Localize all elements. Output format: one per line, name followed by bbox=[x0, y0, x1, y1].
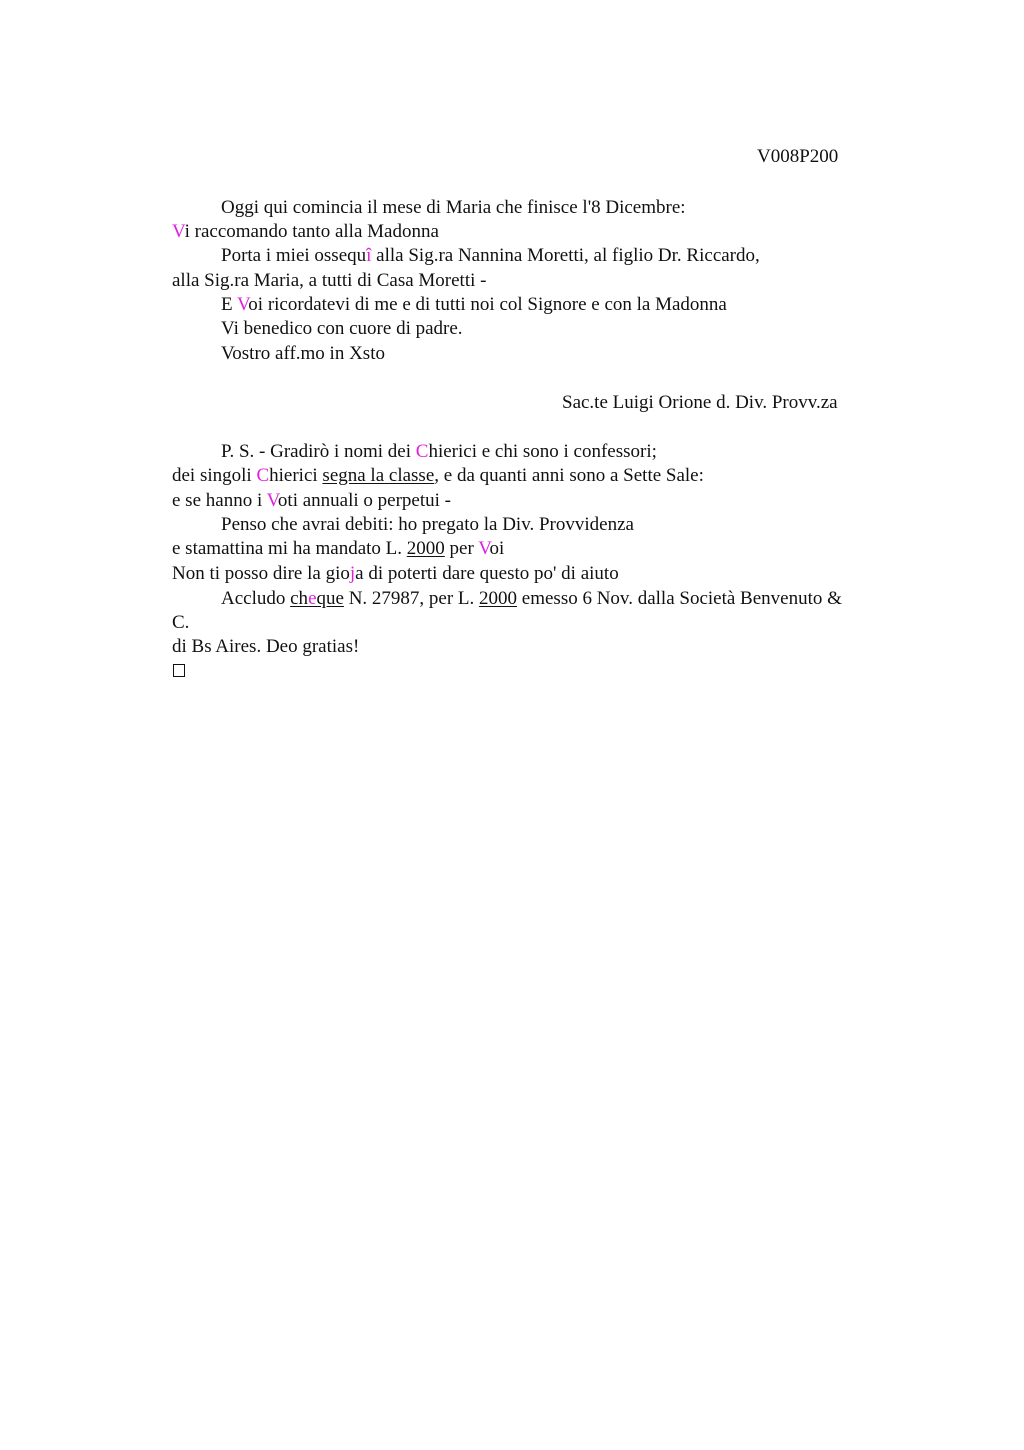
highlight-letter: V bbox=[478, 538, 490, 559]
underlined-text: segna la classe bbox=[322, 465, 435, 486]
ps-text: dei singoli bbox=[172, 465, 257, 486]
body-line-4: alla Sig.ra Maria, a tutti di Casa Moretti - bbox=[172, 270, 487, 291]
highlight-letter: V bbox=[237, 294, 249, 315]
highlight-letter: j bbox=[349, 563, 356, 584]
body-text: oi ricordatevi di me e di tutti noi col Signore e con la Madonna bbox=[248, 294, 727, 315]
underlined-amount: 2000 bbox=[479, 588, 518, 609]
postscript-line-1 bbox=[221, 440, 657, 464]
postscript-line-5 bbox=[172, 537, 504, 561]
body-line-5 bbox=[221, 293, 727, 317]
body-text: i raccomando tanto alla Madonna bbox=[184, 221, 439, 242]
underlined-word bbox=[290, 588, 344, 609]
body-line-6: Vi benedico con cuore di padre. bbox=[221, 318, 463, 339]
signature: Sac.te Luigi Orione d. Div. Provv.za bbox=[562, 392, 838, 413]
body-line-3 bbox=[221, 244, 760, 268]
ps-text: per bbox=[444, 538, 479, 559]
underlined-amount: 2000 bbox=[406, 538, 445, 559]
highlight-letter: î bbox=[366, 245, 372, 266]
ps-text: P. S. - Gradirò i nomi dei bbox=[221, 441, 416, 462]
ps-text: , e da quanti anni sono a Sette Sale: bbox=[434, 465, 704, 486]
body-line-7: Vostro aff.mo in Xsto bbox=[221, 343, 385, 364]
ps-text: Non ti posso dire la gio bbox=[172, 563, 350, 584]
body-line-1: Oggi qui comincia il mese di Maria che finisce l'8 Dicembre: bbox=[221, 197, 686, 218]
ps-text: hierici bbox=[269, 465, 323, 486]
ps-text: e stamattina mi ha mandato L. bbox=[172, 538, 407, 559]
ps-text: emesso 6 Nov. dalla Società Benvenuto & bbox=[517, 588, 842, 609]
body-text: alla Sig.ra Nannina Moretti, al figlio Dr. Riccardo, bbox=[371, 245, 760, 266]
ps-text: e se hanno i bbox=[172, 490, 267, 511]
highlight-letter: e bbox=[308, 588, 317, 609]
document-code: V008P200 bbox=[757, 146, 839, 167]
underlined-text: que bbox=[316, 588, 344, 609]
body-text: E bbox=[221, 294, 238, 315]
ps-text: N. 27987, per L. bbox=[343, 588, 480, 609]
body-text: Porta i miei ossequ bbox=[221, 245, 367, 266]
highlight-letter: V bbox=[266, 490, 278, 511]
highlight-letter: C bbox=[415, 441, 429, 462]
ps-text: a di poterti dare questo po' di aiuto bbox=[355, 563, 619, 584]
highlight-letter: C bbox=[256, 465, 270, 486]
highlight-letter: V bbox=[172, 221, 185, 242]
underlined-text: ch bbox=[290, 588, 309, 609]
postscript-line-8: C. bbox=[172, 612, 190, 633]
ps-text: hierici e chi sono i confessori; bbox=[428, 441, 657, 462]
ps-text: oti annuali o perpetui - bbox=[277, 490, 451, 511]
postscript-line-2 bbox=[172, 464, 704, 488]
postscript-line-3 bbox=[172, 489, 451, 513]
ps-text: Accludo bbox=[221, 588, 291, 609]
postscript-line-4: Penso che avrai debiti: ho pregato la Div. Provvidenza bbox=[221, 514, 634, 535]
postscript-line-6 bbox=[172, 562, 619, 586]
ps-text: oi bbox=[489, 538, 505, 559]
checkbox-square-icon bbox=[173, 664, 185, 677]
body-line-2 bbox=[172, 220, 439, 244]
postscript-line-7 bbox=[221, 587, 842, 611]
postscript-line-9: di Bs Aires. Deo gratias! bbox=[172, 636, 360, 657]
